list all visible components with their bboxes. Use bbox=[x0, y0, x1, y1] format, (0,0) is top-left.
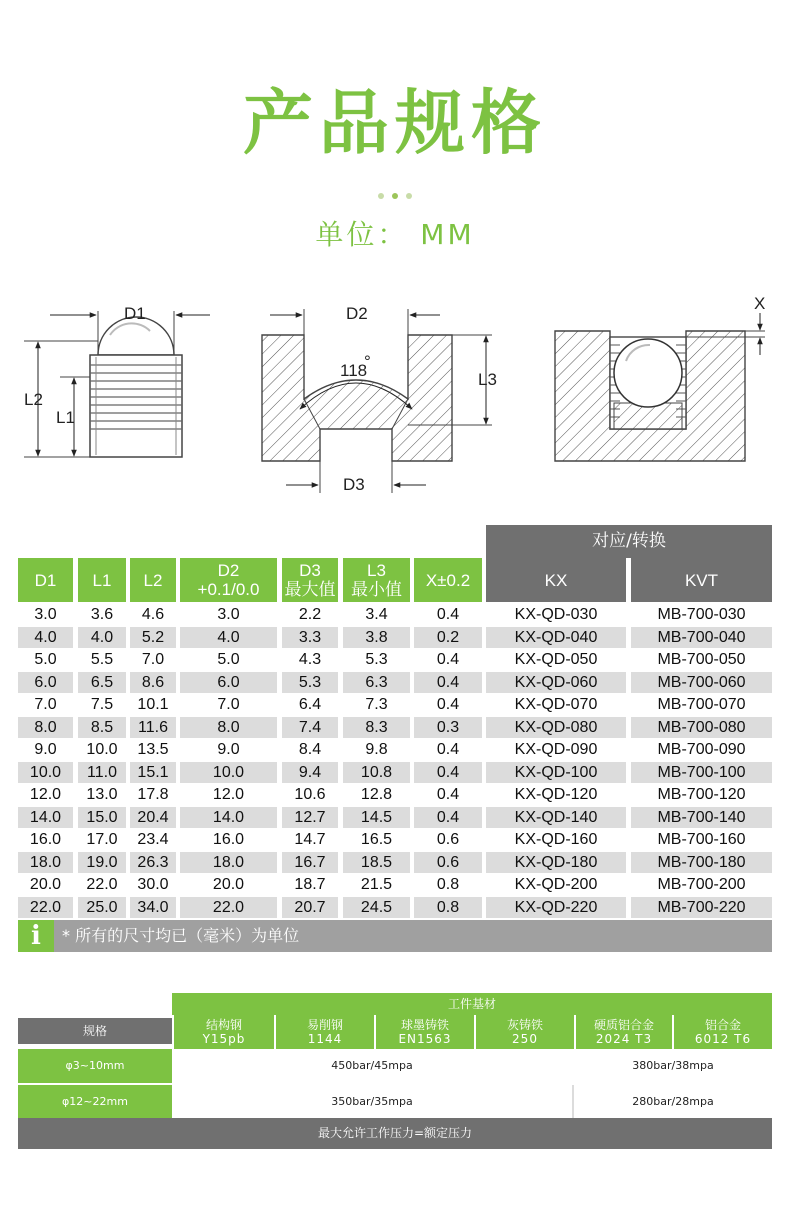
material-name: 硬质铝合金 bbox=[593, 1018, 654, 1032]
label-l2: L2 bbox=[24, 390, 43, 409]
table-cell: 7.5 bbox=[90, 696, 114, 713]
table-cell: 3.8 bbox=[343, 627, 410, 648]
table-cell: 30.0 bbox=[137, 876, 169, 893]
material-name: 球墨铸铁 bbox=[400, 1018, 449, 1032]
material-header bbox=[474, 1015, 574, 1049]
material-header bbox=[672, 1015, 772, 1049]
table-cell: MB-700-080 bbox=[631, 717, 772, 738]
material-code: 250 bbox=[512, 1032, 538, 1046]
table-cell: 11.6 bbox=[130, 717, 176, 738]
table-cell: 12.0 bbox=[212, 786, 245, 803]
table-cell: MB-700-180 bbox=[631, 852, 772, 873]
table-cell: 21.5 bbox=[360, 876, 393, 893]
table-cell: 0.4 bbox=[414, 762, 482, 783]
table-cell: 5.0 bbox=[217, 651, 240, 668]
table-cell: 12.0 bbox=[29, 786, 62, 803]
table-row bbox=[18, 762, 772, 783]
table-cell: 26.3 bbox=[130, 852, 176, 873]
table-cell: 0.8 bbox=[414, 897, 482, 918]
table-row bbox=[18, 829, 772, 850]
table-cell: 10.8 bbox=[343, 762, 410, 783]
table-cell: 10.1 bbox=[137, 696, 169, 713]
table-cell: 24.5 bbox=[343, 897, 410, 918]
table-cell: 3.0 bbox=[217, 606, 240, 623]
table-cell: MB-700-050 bbox=[657, 651, 746, 668]
table-cell: 8.4 bbox=[298, 741, 322, 758]
table-cell: MB-700-160 bbox=[657, 831, 746, 848]
label-d3: D3 bbox=[343, 475, 365, 494]
spec-header: 规格 bbox=[18, 1018, 172, 1044]
column-header bbox=[180, 558, 277, 602]
table-cell: 6.3 bbox=[343, 672, 410, 693]
table-cell: KX-QD-090 bbox=[514, 741, 598, 758]
conversion-group-header: 对应/转换 bbox=[486, 525, 772, 558]
pressure-footer: 最大允许工作压力=额定压力 bbox=[18, 1118, 772, 1149]
table-cell: 16.0 bbox=[212, 831, 245, 848]
table-cell: 0.4 bbox=[436, 786, 460, 803]
table-row bbox=[18, 784, 772, 805]
table-row bbox=[18, 852, 772, 873]
label-x: X bbox=[754, 294, 766, 313]
table-cell: 22.0 bbox=[18, 897, 73, 918]
table-cell: 6.0 bbox=[18, 672, 73, 693]
table-cell: KX-QD-050 bbox=[514, 651, 598, 668]
label-l1: L1 bbox=[56, 408, 75, 427]
column-header-text: +0.1/0.0 bbox=[197, 580, 260, 599]
table-cell: 0.4 bbox=[414, 807, 482, 828]
table-cell: KX-QD-140 bbox=[486, 807, 626, 828]
material-name: 铝合金 bbox=[704, 1018, 741, 1032]
label-l3: L3 bbox=[478, 370, 497, 389]
table-cell: MB-700-200 bbox=[657, 876, 746, 893]
title-dots bbox=[0, 184, 790, 203]
plunger-drawing bbox=[24, 304, 210, 457]
table-row bbox=[18, 649, 772, 670]
unit-note bbox=[18, 920, 772, 952]
table-row bbox=[18, 672, 772, 693]
column-header bbox=[78, 558, 126, 602]
table-cell: 20.0 bbox=[29, 876, 62, 893]
table-cell: 2.2 bbox=[298, 606, 322, 623]
pressure-value-steel: 450bar/45mpa bbox=[331, 1059, 413, 1072]
table-cell: 3.0 bbox=[34, 606, 57, 623]
column-header-text: L3 bbox=[367, 561, 386, 580]
table-cell: 4.0 bbox=[18, 627, 73, 648]
pressure-value-aluminium: 380bar/38mpa bbox=[632, 1059, 714, 1072]
table-cell: 7.0 bbox=[217, 696, 240, 713]
table-cell: 20.7 bbox=[282, 897, 338, 918]
table-cell: 13.0 bbox=[86, 786, 118, 803]
column-header-text: D2 bbox=[217, 561, 240, 580]
note-text: * 所有的尺寸均已（毫米）为单位 bbox=[62, 926, 300, 945]
table-cell: 22.0 bbox=[86, 876, 118, 893]
table-cell: 5.2 bbox=[130, 627, 176, 648]
material-code: Y15pb bbox=[202, 1032, 246, 1046]
table-row bbox=[18, 604, 772, 625]
column-header bbox=[414, 558, 482, 602]
table-row bbox=[18, 897, 772, 918]
table-cell: 0.2 bbox=[414, 627, 482, 648]
material-code: 6012 T6 bbox=[694, 1032, 752, 1046]
table-cell: 6.4 bbox=[298, 696, 322, 713]
table-cell: MB-700-060 bbox=[631, 672, 772, 693]
material-code: 1144 bbox=[307, 1032, 343, 1046]
table-cell: 3.6 bbox=[90, 606, 114, 623]
table-cell: 5.3 bbox=[282, 672, 338, 693]
table-cell: 4.3 bbox=[298, 651, 322, 668]
table-cell: MB-700-070 bbox=[657, 696, 746, 713]
table-cell: 16.5 bbox=[360, 831, 393, 848]
table-cell: 8.0 bbox=[18, 717, 73, 738]
table-cell: 11.0 bbox=[78, 762, 126, 783]
table-cell: 8.6 bbox=[130, 672, 176, 693]
pressure-value-steel: 350bar/35mpa bbox=[172, 1085, 574, 1119]
table-cell: 22.0 bbox=[180, 897, 277, 918]
table-cell: MB-700-090 bbox=[657, 741, 746, 758]
table-cell: KX-QD-060 bbox=[486, 672, 626, 693]
table-row bbox=[18, 807, 772, 828]
table-cell: KX-QD-030 bbox=[514, 606, 598, 623]
info-icon: i bbox=[18, 920, 54, 952]
table-cell: 7.0 bbox=[34, 696, 57, 713]
page-title: 产品规格 bbox=[243, 82, 547, 164]
table-cell: 7.3 bbox=[365, 696, 388, 713]
table-cell: 7.4 bbox=[282, 717, 338, 738]
table-cell: 25.0 bbox=[78, 897, 126, 918]
table-cell: 5.0 bbox=[34, 651, 57, 668]
label-d1: D1 bbox=[124, 304, 146, 323]
column-header bbox=[343, 558, 410, 602]
table-cell: 0.6 bbox=[414, 852, 482, 873]
table-cell: 0.4 bbox=[436, 606, 460, 623]
table-row bbox=[18, 874, 772, 895]
column-header-text: D3 bbox=[299, 561, 321, 580]
label-d2: D2 bbox=[346, 304, 368, 323]
table-cell: 23.4 bbox=[137, 831, 169, 848]
table-cell: 18.0 bbox=[18, 852, 73, 873]
table-cell: 6.5 bbox=[78, 672, 126, 693]
table-cell: 18.5 bbox=[343, 852, 410, 873]
material-name: 易削钢 bbox=[306, 1018, 343, 1032]
table-cell: KX-QD-100 bbox=[486, 762, 626, 783]
material-code: 2024 T3 bbox=[595, 1032, 653, 1046]
table-cell: 18.0 bbox=[180, 852, 277, 873]
size-range-label: φ3~10mm bbox=[18, 1049, 172, 1083]
label-angle: 118 bbox=[340, 361, 368, 380]
table-row bbox=[18, 694, 772, 715]
table-cell: 17.0 bbox=[86, 831, 118, 848]
column-header-text: L2 bbox=[143, 570, 163, 590]
column-header bbox=[130, 558, 176, 602]
table-cell: KX-QD-200 bbox=[514, 876, 598, 893]
table-cell: 13.5 bbox=[137, 741, 169, 758]
table-cell: 12.8 bbox=[360, 786, 393, 803]
material-code: EN1563 bbox=[398, 1032, 452, 1046]
table-cell: 16.7 bbox=[282, 852, 338, 873]
table-cell: 4.0 bbox=[180, 627, 277, 648]
table-cell: 10.0 bbox=[18, 762, 73, 783]
table-cell: MB-700-100 bbox=[631, 762, 772, 783]
table-cell: 0.4 bbox=[436, 651, 460, 668]
table-cell: 10.0 bbox=[180, 762, 277, 783]
table-cell: 14.5 bbox=[343, 807, 410, 828]
table-cell: 3.4 bbox=[365, 606, 388, 623]
table-cell: 14.0 bbox=[18, 807, 73, 828]
table-cell: 10.0 bbox=[86, 741, 118, 758]
material-header bbox=[274, 1015, 374, 1049]
table-cell: 20.0 bbox=[212, 876, 245, 893]
label-degree: ° bbox=[364, 352, 371, 371]
table-cell: 3.3 bbox=[282, 627, 338, 648]
table-cell: 20.4 bbox=[130, 807, 176, 828]
table-cell: KX-QD-160 bbox=[514, 831, 598, 848]
column-header-text: 最小值 bbox=[351, 580, 402, 599]
material-group-header: 工件基材 bbox=[172, 993, 772, 1015]
table-cell: 15.1 bbox=[130, 762, 176, 783]
pressure-value-aluminium: 280bar/28mpa bbox=[632, 1095, 714, 1108]
material-header bbox=[574, 1015, 672, 1049]
column-header-text: KVT bbox=[684, 570, 719, 590]
material-header bbox=[374, 1015, 474, 1049]
table-cell: 14.0 bbox=[180, 807, 277, 828]
table-cell: 0.8 bbox=[436, 876, 460, 893]
table-cell: 17.8 bbox=[137, 786, 169, 803]
table-cell: 7.0 bbox=[141, 651, 165, 668]
column-header-text: L1 bbox=[92, 570, 112, 590]
table-cell: 9.0 bbox=[34, 741, 57, 758]
table-cell: 5.3 bbox=[365, 651, 388, 668]
table-cell: KX-QD-180 bbox=[486, 852, 626, 873]
table-cell: 0.4 bbox=[414, 672, 482, 693]
table-cell: 9.8 bbox=[365, 741, 388, 758]
table-cell: KX-QD-070 bbox=[514, 696, 598, 713]
table-cell: 16.0 bbox=[29, 831, 62, 848]
table-cell: 9.0 bbox=[217, 741, 240, 758]
table-cell: 12.7 bbox=[282, 807, 338, 828]
column-header bbox=[18, 558, 73, 602]
table-cell: MB-700-120 bbox=[657, 786, 746, 803]
table-row bbox=[18, 627, 772, 648]
table-cell: 34.0 bbox=[130, 897, 176, 918]
material-header bbox=[172, 1015, 274, 1049]
material-name: 灰铸铁 bbox=[506, 1018, 543, 1032]
table-cell: KX-QD-220 bbox=[486, 897, 626, 918]
table-row bbox=[18, 717, 772, 738]
table-cell: 0.6 bbox=[436, 831, 460, 848]
unit-label: 单位： MM bbox=[315, 218, 475, 251]
table-cell: 8.3 bbox=[343, 717, 410, 738]
table-cell: MB-700-220 bbox=[631, 897, 772, 918]
table-cell: 0.4 bbox=[436, 696, 460, 713]
size-range-label: φ12~22mm bbox=[18, 1085, 172, 1119]
column-header-text: X±0.2 bbox=[425, 570, 471, 590]
table-row bbox=[18, 739, 772, 760]
column-header-text: D1 bbox=[34, 570, 57, 590]
table-cell: MB-700-040 bbox=[631, 627, 772, 648]
table-cell: 5.5 bbox=[90, 651, 114, 668]
column-header bbox=[486, 558, 626, 602]
table-cell: KX-QD-120 bbox=[514, 786, 598, 803]
table-cell: 8.5 bbox=[78, 717, 126, 738]
table-cell: 15.0 bbox=[78, 807, 126, 828]
table-cell: KX-QD-080 bbox=[486, 717, 626, 738]
column-header-text: KX bbox=[544, 570, 568, 590]
table-cell: MB-700-030 bbox=[657, 606, 746, 623]
table-cell: 9.4 bbox=[282, 762, 338, 783]
column-header bbox=[631, 558, 772, 602]
table-cell: MB-700-140 bbox=[631, 807, 772, 828]
hole-drawing bbox=[262, 304, 497, 494]
table-cell: 4.6 bbox=[141, 606, 165, 623]
table-cell: 6.0 bbox=[180, 672, 277, 693]
table-cell: 4.0 bbox=[78, 627, 126, 648]
table-cell: 18.7 bbox=[294, 876, 326, 893]
table-cell: 10.6 bbox=[294, 786, 326, 803]
pressure-table bbox=[18, 993, 772, 1151]
material-name: 结构钢 bbox=[205, 1018, 242, 1032]
technical-drawings bbox=[0, 285, 790, 510]
table-cell: KX-QD-040 bbox=[486, 627, 626, 648]
table-cell: 19.0 bbox=[78, 852, 126, 873]
table-cell: 0.4 bbox=[436, 741, 460, 758]
table-cell: 0.3 bbox=[414, 717, 482, 738]
column-header-text: 最大值 bbox=[284, 580, 336, 599]
column-header bbox=[282, 558, 338, 602]
table-cell: 8.0 bbox=[180, 717, 277, 738]
installed-drawing bbox=[555, 294, 765, 461]
table-cell: 14.7 bbox=[294, 831, 326, 848]
